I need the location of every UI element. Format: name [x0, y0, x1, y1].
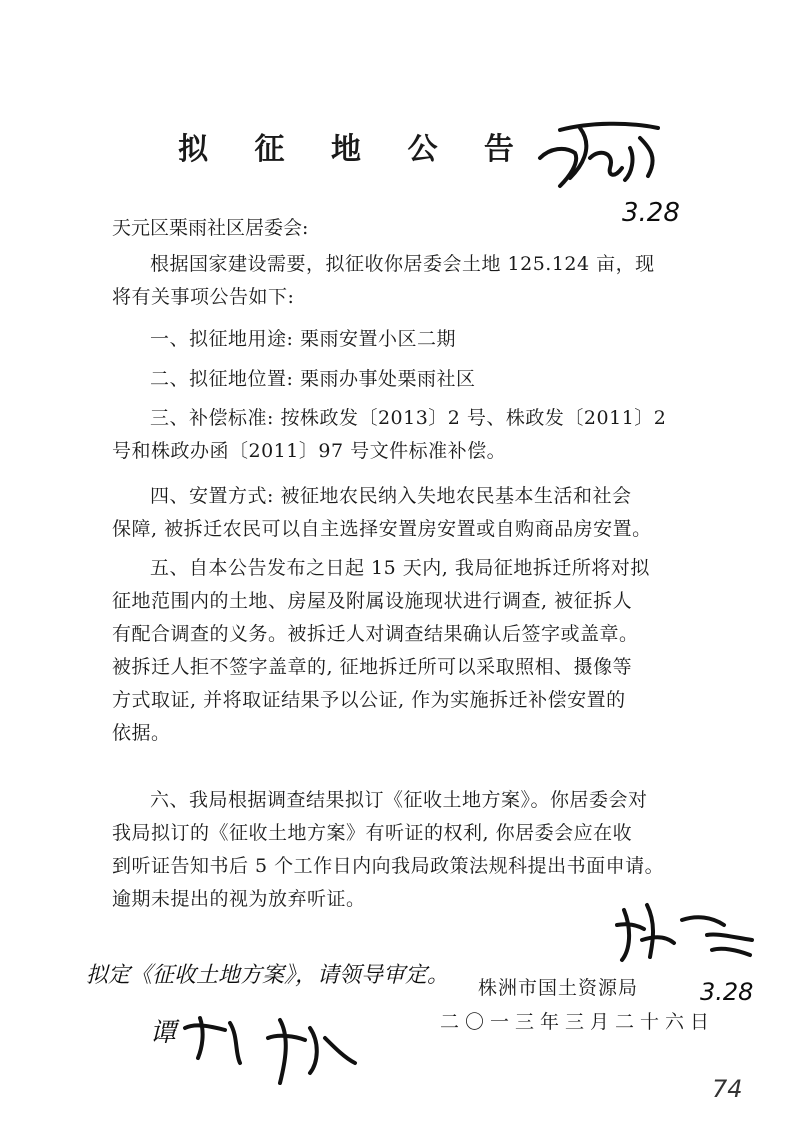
- handwritten-note: 拟定《征收土地方案》，请领导审定。: [86, 963, 450, 988]
- body-line: 将有关事项公告如下:: [112, 286, 295, 308]
- body-line: 五、自本公告发布之日起 15 天内, 我局征地拆迁所将对拟: [150, 557, 650, 579]
- body-line: 保障, 被拆迁农民可以自主选择安置房安置或自购商品房安置。: [112, 518, 652, 540]
- body-paragraph-1: [112, 248, 702, 314]
- body-paragraph-2: [112, 323, 702, 356]
- body-line: 一、拟征地用途: 栗雨安置小区二期: [150, 328, 456, 350]
- body-line: 逾期未提出的视为放弃听证。: [112, 888, 366, 910]
- top-signature-icon: [520, 118, 670, 198]
- body-line: 方式取证, 并将取证结果予以公证, 作为实施拆迁补偿安置的: [112, 689, 626, 711]
- body-paragraph-5: [112, 480, 702, 546]
- body-line: 依据。: [112, 722, 171, 744]
- body-paragraph-3: [112, 363, 702, 396]
- body-line: 根据国家建设需要，拟征收你居委会土地 125.124 亩，现: [150, 253, 655, 275]
- body-line: 我局拟订的《征收土地方案》有听证的权利, 你居委会应在收: [112, 822, 633, 844]
- right-handwritten-date: 3.28: [700, 978, 754, 1006]
- body-paragraph-4: [112, 402, 702, 468]
- body-paragraph-6: [112, 552, 702, 750]
- body-line: 三、补偿标准: 按株政发〔2013〕2 号、株政发〔2011〕2: [150, 407, 667, 429]
- top-handwritten-date: 3.28: [622, 198, 680, 228]
- addressee: 天元区栗雨社区居委会:: [112, 217, 309, 239]
- right-signature-icon: [612, 895, 762, 975]
- body-line: 征地范围内的土地、房屋及附属设施现状进行调查, 被征拆人: [112, 590, 633, 612]
- bottom-signature-icon: [180, 1008, 380, 1088]
- handwritten-page-number: 74: [712, 1075, 743, 1103]
- body-line: 有配合调查的义务。被拆迁人对调查结果确认后签字或盖章。: [112, 623, 639, 645]
- body-line: 二、拟征地位置: 栗雨办事处栗雨社区: [150, 368, 476, 390]
- body-line: 六、我局根据调查结果拟订《征收土地方案》。你居委会对: [150, 789, 648, 811]
- issue-date: 二〇一三年三月二十六日: [440, 1011, 716, 1033]
- issuer-name: 株洲市国土资源局: [478, 977, 639, 999]
- body-line: 四、安置方式: 被征地农民纳入失地农民基本生活和社会: [150, 485, 632, 507]
- body-line: 号和株政办函〔2011〕97 号文件标准补偿。: [112, 440, 507, 462]
- body-line: 到听证告知书后 5 个工作日内向我局政策法规科提出书面申请。: [112, 855, 665, 877]
- handwritten-name: 谭: [150, 1018, 177, 1048]
- document-title: 拟 征 地 公 告: [178, 132, 532, 167]
- body-line: 被拆迁人拒不签字盖章的, 征地拆迁所可以采取照相、摄像等: [112, 656, 633, 678]
